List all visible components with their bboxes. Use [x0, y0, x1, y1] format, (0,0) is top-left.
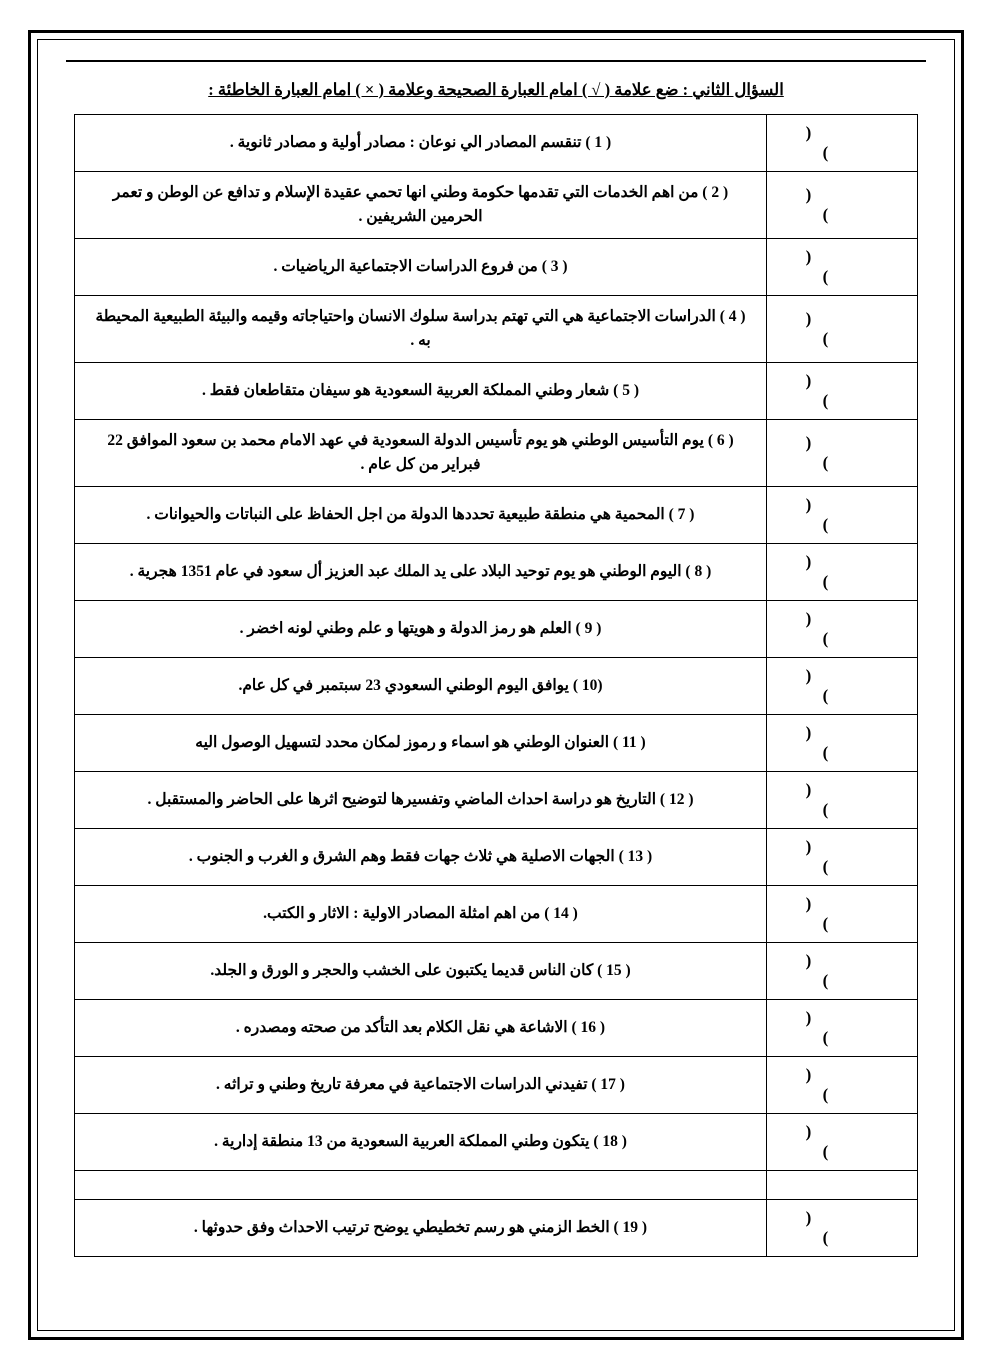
statement-text: ( 11 ) العنوان الوطني هو اسماء و رموز لمكان محدد لتسهيل الوصول اليه	[74, 715, 767, 772]
statement-text: (10 ) يوافق اليوم الوطني السعودي 23 سبتمبر في كل عام.	[74, 658, 767, 715]
table-row	[74, 601, 918, 658]
answer-mark-cell[interactable]: ( )	[767, 544, 918, 601]
statement-text: ( 3 ) من فروع الدراسات الاجتماعية الرياضيات .	[74, 239, 767, 296]
question-heading: السؤال الثاني : ضع علامة ( √ ) امام العبارة الصحيحة وعلامة ( × ) امام العبارة الخاطئة :	[208, 80, 784, 99]
answer-mark-cell[interactable]: ( )	[767, 601, 918, 658]
table-row	[74, 943, 918, 1000]
table-row	[74, 115, 918, 172]
answer-mark-cell[interactable]: ( )	[767, 1114, 918, 1171]
table-row	[74, 363, 918, 420]
statement-text: ( 9 ) العلم هو رمز الدولة و هويتها و علم وطني لونه اخضر .	[74, 601, 767, 658]
answer-mark-cell[interactable]: ( )	[767, 943, 918, 1000]
statement-text: ( 4 ) الدراسات الاجتماعية هي التي تهتم بدراسة سلوك الانسان واحتياجاته وقيمه والبيئة الطبيعية المحيطة به .	[74, 296, 767, 363]
answer-mark-cell[interactable]: ( )	[767, 363, 918, 420]
statements-body	[74, 115, 918, 1257]
statement-text: ( 18 ) يتكون وطني المملكة العربية السعودية من 13 منطقة إدارية .	[74, 1114, 767, 1171]
blank-row	[74, 1171, 918, 1200]
header-rule	[66, 60, 926, 62]
statements-table	[74, 114, 919, 1257]
statement-text: ( 5 ) شعار وطني المملكة العربية السعودية هو سيفان متقاطعان فقط .	[74, 363, 767, 420]
statement-text: ( 7 ) المحمية هي منطقة طبيعية تحددها الدولة من اجل الحفاظ على النباتات والحيوانات .	[74, 487, 767, 544]
answer-mark-cell[interactable]: ( )	[767, 658, 918, 715]
table-row	[74, 420, 918, 487]
table-row	[74, 1000, 918, 1057]
table-row	[74, 1057, 918, 1114]
answer-mark-cell[interactable]: ( )	[767, 715, 918, 772]
statement-text: ( 2 ) من اهم الخدمات التي تقدمها حكومة وطني انها تحمي عقيدة الإسلام و تدافع عن الوطن و تعمر الحرمين الشريفين .	[74, 172, 767, 239]
table-row	[74, 715, 918, 772]
table-row	[74, 296, 918, 363]
statement-text: ( 19 ) الخط الزمني هو رسم تخطيطي يوضح ترتيب الاحداث وفق حدوثها .	[74, 1200, 767, 1257]
table-row	[74, 658, 918, 715]
answer-mark-cell[interactable]: ( )	[767, 1200, 918, 1257]
answer-mark-cell[interactable]: ( )	[767, 487, 918, 544]
blank-mark-cell	[767, 1171, 918, 1200]
answer-mark-cell[interactable]: ( )	[767, 829, 918, 886]
statement-text: ( 12 ) التاريخ هو دراسة احداث الماضي وتفسيرها لتوضيح اثرها على الحاضر والمستقبل .	[74, 772, 767, 829]
table-row	[74, 487, 918, 544]
statement-text: ( 8 ) اليوم الوطني هو يوم توحيد البلاد على يد الملك عبد العزيز أل سعود في عام 1351 هجرية .	[74, 544, 767, 601]
statement-text: ( 1 ) تنقسم المصادر الي نوعان : مصادر أولية و مصادر ثانوية .	[74, 115, 767, 172]
answer-mark-cell[interactable]: ( )	[767, 296, 918, 363]
answer-mark-cell[interactable]: ( )	[767, 115, 918, 172]
statement-text: ( 13 ) الجهات الاصلية هي ثلاث جهات فقط وهم الشرق و الغرب و الجنوب .	[74, 829, 767, 886]
table-row	[74, 772, 918, 829]
answer-mark-cell[interactable]: ( )	[767, 1000, 918, 1057]
table-row	[74, 1200, 918, 1257]
table-row	[74, 1114, 918, 1171]
answer-mark-cell[interactable]: ( )	[767, 172, 918, 239]
statement-text: ( 14 ) من اهم امثلة المصادر الاولية : الاثار و الكتب.	[74, 886, 767, 943]
answer-mark-cell[interactable]: ( )	[767, 1057, 918, 1114]
statement-text: ( 17 ) تفيدني الدراسات الاجتماعية في معرفة تاريخ وطني و تراثه .	[74, 1057, 767, 1114]
answer-mark-cell[interactable]: ( )	[767, 886, 918, 943]
answer-mark-cell[interactable]: ( )	[767, 772, 918, 829]
table-row	[74, 544, 918, 601]
page-outer-border	[28, 30, 964, 1340]
table-row	[74, 886, 918, 943]
blank-text-cell	[74, 1171, 767, 1200]
table-row	[74, 172, 918, 239]
answer-mark-cell[interactable]: ( )	[767, 239, 918, 296]
answer-mark-cell[interactable]: ( )	[767, 420, 918, 487]
table-row	[74, 829, 918, 886]
statement-text: ( 6 ) يوم التأسيس الوطني هو يوم تأسيس الدولة السعودية في عهد الامام محمد بن سعود الموافق 22 فبراير من كل عام .	[74, 420, 767, 487]
page-inner-border	[37, 39, 955, 1331]
table-row	[74, 239, 918, 296]
statement-text: ( 15 ) كان الناس قديما يكتبون على الخشب والحجر و الورق و الجلد.	[74, 943, 767, 1000]
statement-text: ( 16 ) الاشاعة هي نقل الكلام بعد التأكد من صحته ومصدره .	[74, 1000, 767, 1057]
